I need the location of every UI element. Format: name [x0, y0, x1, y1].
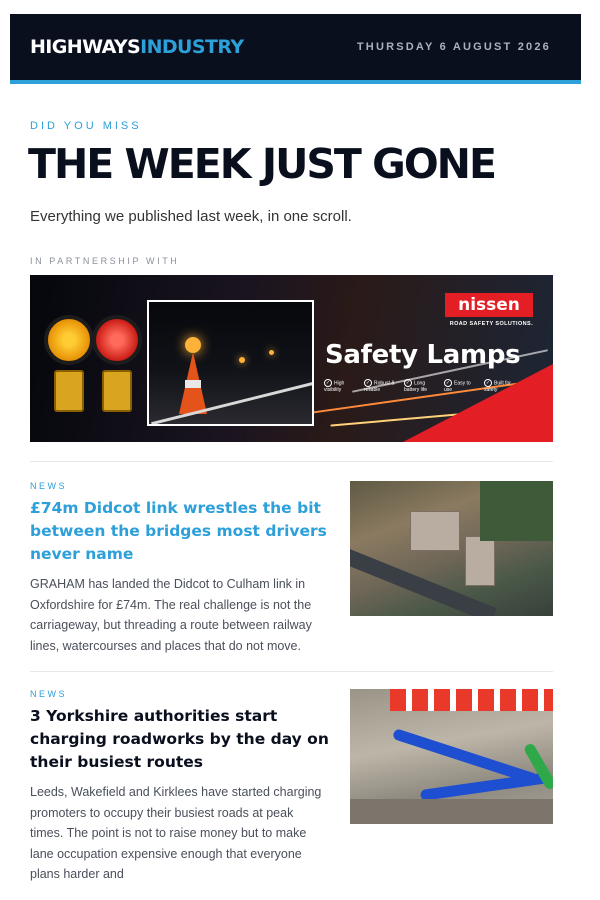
partner-label: IN PARTNERSHIP WITH — [30, 256, 180, 266]
construction-site — [410, 511, 460, 551]
trees — [480, 481, 553, 541]
red-accent-shape — [403, 364, 553, 442]
feature-item: ✓ Robust & reliable — [364, 380, 395, 393]
issue-date: THURSDAY 6 AUGUST 2026 — [356, 41, 551, 53]
water-pipe — [420, 772, 550, 801]
feature-item: ✓ High visibility — [324, 380, 345, 393]
section-divider — [30, 671, 553, 672]
distant-lamp-icon — [269, 350, 274, 355]
roadworks-barrier — [390, 689, 553, 711]
check-icon: ✓ — [365, 380, 371, 386]
lamp-base — [102, 370, 132, 412]
cone-light-icon — [185, 337, 201, 353]
hero-kicker: DID YOU MISS — [30, 120, 142, 132]
article-summary: Leeds, Wakefield and Kirklees have started charging promoters to occupy their busiest roads at peak times. The point is not to raise money but to make lane occupation expensive enough that everyone plans harder and — [30, 785, 322, 881]
check-icon: ✓ — [485, 380, 491, 386]
article-title-link[interactable]: 3 Yorkshire authorities start charging roadworks by the day on their busiest routes — [30, 707, 329, 771]
logo-accent: INDUSTRY — [140, 36, 244, 58]
feature-item: ✓ Long battery life — [404, 380, 428, 393]
cone-photo — [147, 300, 314, 426]
article-summary: GRAHAM has landed the Didcot to Culham link in Oxfordshire for £74m. The real challenge is not the carriageway, but threading a route between railway lines, watercourses and places that do not move. — [30, 577, 312, 653]
article-title-link[interactable]: £74m Didcot link wrestles the bit between the bridges most drivers never name — [30, 499, 327, 563]
road-marking — [151, 382, 314, 425]
article-kicker: NEWS — [30, 481, 67, 491]
nissen-tagline: ROAD SAFETY SOLUTIONS. — [449, 321, 533, 327]
hero-title: THE WEEK JUST GONE — [28, 140, 495, 188]
header-bar — [10, 14, 581, 84]
check-icon: ✓ — [325, 380, 331, 386]
article-card[interactable] — [30, 689, 553, 885]
article-kicker: NEWS — [30, 689, 67, 699]
cone-band — [185, 380, 201, 388]
distant-lamp-icon — [239, 357, 245, 363]
check-icon: ✓ — [445, 380, 451, 386]
check-icon: ✓ — [405, 380, 411, 386]
feature-item: ✓ Easy to use — [444, 380, 471, 393]
banner-headline: Safety Lamps — [325, 340, 521, 370]
construction-site — [465, 536, 495, 586]
nissen-logo: nissen — [445, 293, 533, 317]
highways-industry-logo[interactable] — [30, 36, 243, 58]
sponsor-banner[interactable] — [30, 275, 553, 442]
article-card[interactable] — [30, 481, 553, 656]
feature-item: ✓ Built for safety — [484, 380, 511, 393]
amber-lamp-icon — [44, 315, 94, 365]
section-divider — [30, 461, 553, 462]
lamp-base — [54, 370, 84, 412]
excavation — [350, 799, 553, 824]
red-lamp-icon — [92, 315, 142, 365]
logo-primary: HIGHWAYS — [30, 36, 141, 58]
article-thumbnail[interactable] — [350, 689, 553, 824]
hero-subtitle: Everything we published last week, in one scroll. — [30, 208, 352, 225]
article-thumbnail[interactable] — [350, 481, 553, 616]
